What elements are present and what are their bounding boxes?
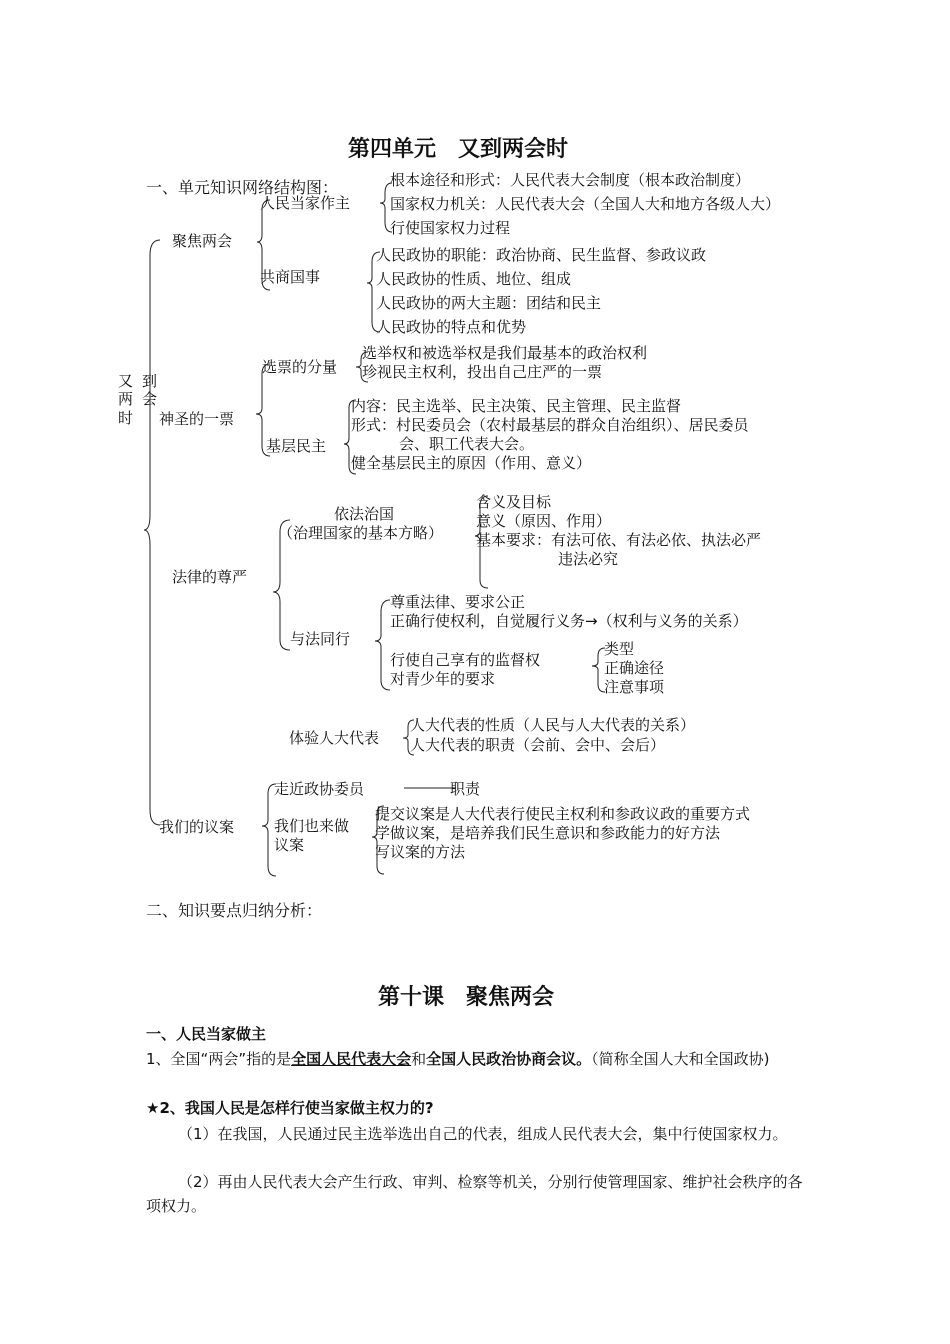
l3-sub-item: 注意事项 [604,678,665,696]
lesson1-label: 聚焦两会 [172,232,233,250]
l4-topic2-b: 议案 [274,836,305,854]
l1-topic1-item: 国家权力机关：人民代表大会（全国人大和地方各级人大） [390,195,781,213]
lesson-title: 第十课 聚焦两会 [378,985,555,1010]
q1-term2: 全国人民政治协商会议。 [426,1050,592,1068]
l3-topic1-item: 含义及目标 [476,493,552,511]
l1-topic2-item: 人民政协的性质、地位、组成 [376,270,572,288]
l4-topic2-item: 学做议案，是培养我们民生意识和参政能力的好方法 [375,824,721,842]
l4-topic2-item: 写议案的方法 [375,843,466,861]
l2-topic2-item: 会、职工代表大会。 [399,435,535,453]
l2-topic1: 选票的分量 [262,358,338,376]
l1-topic1-item: 行使国家权力过程 [390,219,511,237]
l3-sub-item: 正确途径 [604,659,665,677]
l3-topic2-bracket [375,600,390,690]
l3-topic1-item: 意义（原因、作用） [476,512,612,530]
l4-topic2-item: 提交议案是人大代表行使民主权利和参政议政的重要方式 [375,805,751,823]
l3-topic2-item: 正确行使权利，自觉履行义务→（权利与义务的关系） [390,612,748,630]
root-char-2: 到 [142,372,158,390]
q1-mid: 和 [411,1050,427,1068]
l4-topic2-a: 我们也来做 [274,817,350,835]
l4-topic0: 体验人大代表 [289,729,380,747]
l1-topic2-item: 人民政协的职能：政治协商、民生监督、参政议政 [376,246,707,264]
l4-topic1-item: 职责 [450,780,481,798]
section2-heading: 二、知识要点归纳分析： [146,901,323,920]
l2-topic1-item: 选举权和被选举权是我们最基本的政治权利 [362,344,648,362]
l1-topic2-item: 人民政协的两大主题：团结和民主 [376,294,602,312]
l1-topic2: 共商国事 [260,268,321,286]
l3-topic1-a: 依法治国 [334,505,395,523]
l1-topic2-item: 人民政协的特点和优势 [376,318,527,336]
q1-prefix: 1、全国“两会”指的是 [146,1050,292,1068]
root-char-3: 两 [118,390,134,408]
l2-topic2-item: 健全基层民主的原因（作用、意义） [351,454,592,472]
l4-topic1: 走近政协委员 [274,780,365,798]
l4-topic0-item: 人大代表的职责（会前、会中、会后） [410,736,666,754]
l1-topic1-item: 根本途径和形式：人民代表大会制度（根本政治制度） [390,171,751,189]
q1-suffix: （简称全国人大和全国政协) [591,1050,770,1068]
l1-topic1: 人民当家作主 [260,194,351,212]
l3-topic2: 与法同行 [290,630,351,648]
lesson4-label: 我们的议案 [159,818,235,836]
root-char-5: 时 [118,409,134,427]
section1-heading: 一、单元知识网络结构图： [146,178,339,197]
root-bracket [144,240,160,825]
l2-topic1-item: 珍视民主权利，投出自己庄严的一票 [362,363,603,381]
l3-topic2-item: 对青少年的要求 [390,670,496,688]
l2-topic2: 基层民主 [266,437,327,455]
paragraph-2: （2）再由人民代表大会产生行政、审判、检察等机关，分别行使管理国家、维护社会秩序的各项权力。 [146,1173,803,1215]
l2-topic2-item: 内容：民主选举、民主决策、民主管理、民主监督 [351,397,682,415]
l3-topic1-b: （治理国家的基本方略） [278,524,444,542]
l3-sub-item: 类型 [604,640,635,658]
sub-heading-1: 一、人民当家做主 [146,1025,267,1043]
lesson2-label: 神圣的一票 [159,410,235,428]
l3-topic2-item: 行使自己享有的监督权 [390,651,541,669]
q1-term1: 全国人民代表大会 [291,1050,412,1068]
paragraph-1: （1）在我国，人民通过民主选举选出自己的代表，组成人民代表大会，集中行使国家权力。 [178,1125,788,1143]
unit-title: 第四单元 又到两会时 [348,137,569,162]
root-char-4: 会 [142,390,158,408]
l3-topic1-item: 违法必究 [558,550,619,568]
root-char-1: 又 [118,372,134,390]
l3-topic2-item: 尊重法律、要求公正 [390,593,526,611]
question-2: ★2、我国人民是怎样行使当家做主权力的? [146,1099,434,1117]
question-1 [146,1047,811,1071]
l2-topic2-item: 形式：村民委员会（农村最基层的群众自治组织）、居民委员 [351,416,749,434]
l4-topic0-item: 人大代表的性质（人民与人大代表的关系） [410,716,696,734]
lesson3-label: 法律的尊严 [172,568,248,586]
l3-topic1-item: 基本要求：有法可依、有法必依、执法必严 [476,531,762,549]
